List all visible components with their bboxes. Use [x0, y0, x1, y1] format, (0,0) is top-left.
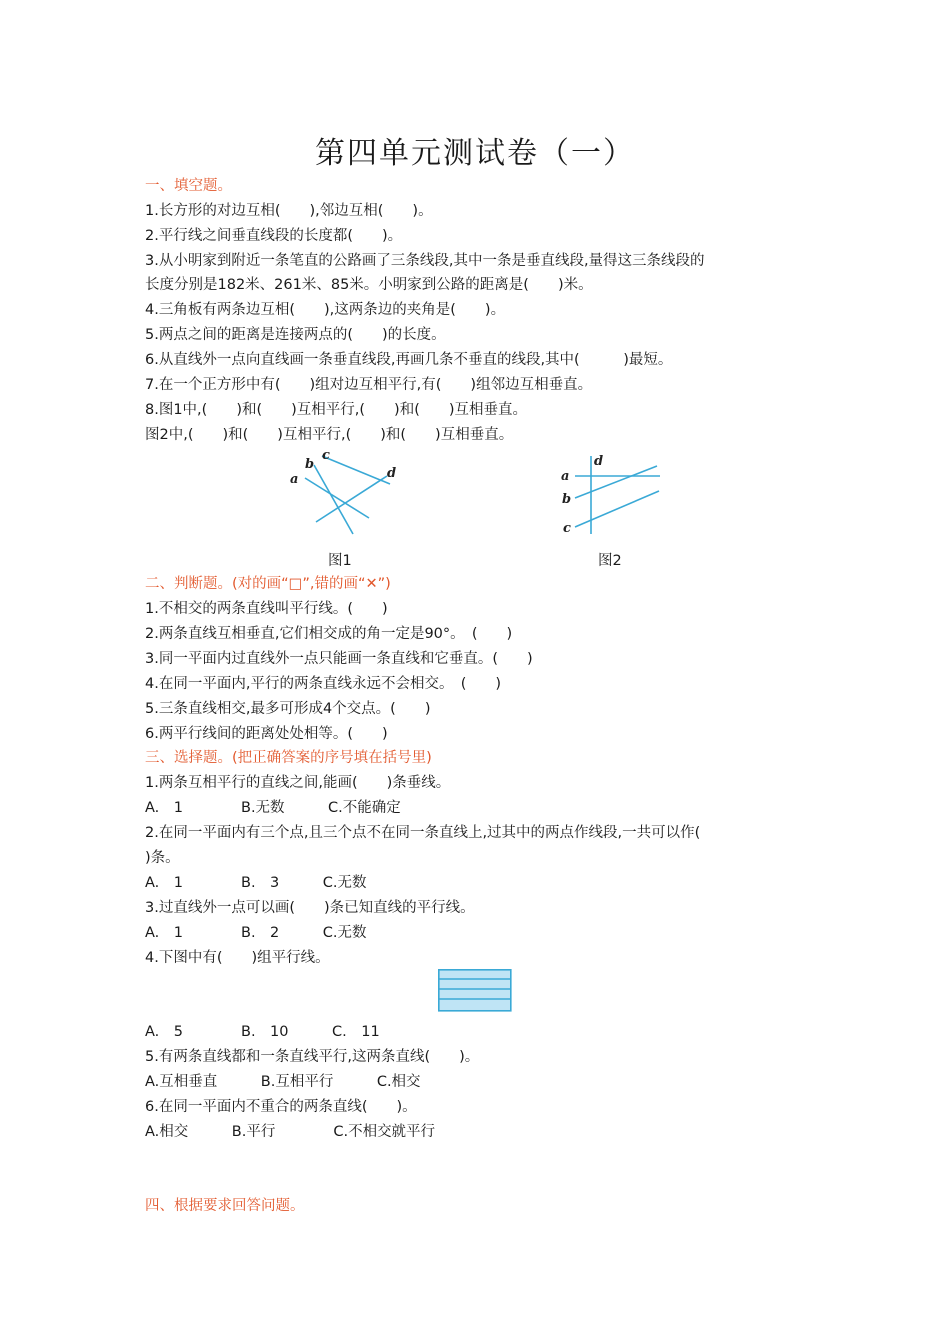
question-text: 5.有两条直线都和一条直线平行,这两条直线( )。 — [145, 1049, 480, 1065]
question-text: )条。 — [145, 850, 180, 866]
fig2-label-b: b — [562, 492, 572, 507]
question-text: 1.不相交的两条直线叫平行线。( ) — [145, 601, 388, 617]
page-title: 第四单元测试卷（一） — [315, 136, 635, 171]
question-text: 4.三角板有两条边互相( ),这两条边的夹角是( )。 — [145, 302, 506, 318]
parallel-lines-box-figure — [438, 969, 512, 1012]
fig1-line-d — [316, 476, 387, 522]
figure-2-caption: 图2 — [598, 553, 622, 569]
question-text: 2.在同一平面内有三个点,且三个点不在同一条直线上,过其中的两点作线段,一共可以作( — [145, 825, 701, 841]
fig1-label-b: b — [305, 457, 315, 472]
fig1-line-b — [314, 465, 353, 534]
answer-options: A. 1 B. 2 C.无数 — [145, 925, 367, 941]
question-text: 1.两条互相平行的直线之间,能画( )条垂线。 — [145, 775, 451, 791]
question-text: 3.同一平面内过直线外一点只能画一条直线和它垂直。( ) — [145, 651, 533, 667]
answer-options: A. 1 B. 3 C.无数 — [145, 875, 367, 891]
fig2-label-a: a — [561, 469, 570, 484]
answer-options: A. 5 B. 10 C. 11 — [145, 1024, 380, 1040]
answer-options: A.互相垂直 B.互相平行 C.相交 — [145, 1074, 421, 1090]
question-text: 1.长方形的对边互相( ),邻边互相( )。 — [145, 203, 433, 219]
fig1-label-c: c — [322, 448, 330, 463]
fig2-line-b — [575, 466, 657, 498]
question-text: 5.三条直线相交,最多可形成4个交点。( ) — [145, 701, 431, 717]
fig2-line-c — [575, 491, 659, 527]
fig1-label-d: d — [387, 466, 397, 481]
figure-1-caption: 图1 — [328, 553, 352, 569]
question-text: 7.在一个正方形中有( )组对边互相平行,有( )组邻边互相垂直。 — [145, 377, 593, 393]
question-text: 6.两平行线间的距离处处相等。( ) — [145, 726, 388, 742]
question-text: 长度分别是182米、261米、85米。小明家到公路的距离是( )米。 — [145, 277, 593, 293]
figure-2 — [555, 448, 670, 543]
fig1-label-a: a — [290, 472, 299, 487]
section-4-heading: 四、根据要求回答问题。 — [145, 1198, 305, 1214]
question-text: 6.在同一平面内不重合的两条直线( )。 — [145, 1099, 417, 1115]
question-text: 4.下图中有( )组平行线。 — [145, 950, 330, 966]
question-text: 5.两点之间的距离是连接两点的( )的长度。 — [145, 327, 446, 343]
question-text: 3.从小明家到附近一条笔直的公路画了三条线段,其中一条是垂直线段,量得这三条线段的 — [145, 253, 705, 269]
question-text: 6.从直线外一点向直线画一条垂直线段,再画几条不垂直的线段,其中( )最短。 — [145, 352, 673, 368]
section-1-heading: 一、填空题。 — [145, 178, 232, 194]
question-text: 3.过直线外一点可以画( )条已知直线的平行线。 — [145, 900, 475, 916]
question-text: 2.两条直线互相垂直,它们相交成的角一定是90°。 ( ) — [145, 626, 513, 642]
answer-options: A. 1 B.无数 C.不能确定 — [145, 800, 401, 816]
answer-options: A.相交 B.平行 C.不相交就平行 — [145, 1124, 436, 1140]
fig2-label-c: c — [563, 521, 571, 536]
fig1-line-a — [305, 478, 369, 518]
question-text: 图2中,( )和( )互相平行,( )和( )互相垂直。 — [145, 427, 514, 443]
question-text: 2.平行线之间垂直线段的长度都( )。 — [145, 228, 403, 244]
section-3-heading: 三、选择题。(把正确答案的序号填在括号里) — [145, 750, 432, 766]
question-text: 4.在同一平面内,平行的两条直线永远不会相交。 ( ) — [145, 676, 502, 692]
fig2-label-d: d — [594, 454, 604, 469]
figure-1 — [280, 448, 410, 543]
section-2-heading: 二、判断题。(对的画“□”,错的画“✕”) — [145, 576, 391, 592]
question-text: 8.图1中,( )和( )互相平行,( )和( )互相垂直。 — [145, 402, 528, 418]
